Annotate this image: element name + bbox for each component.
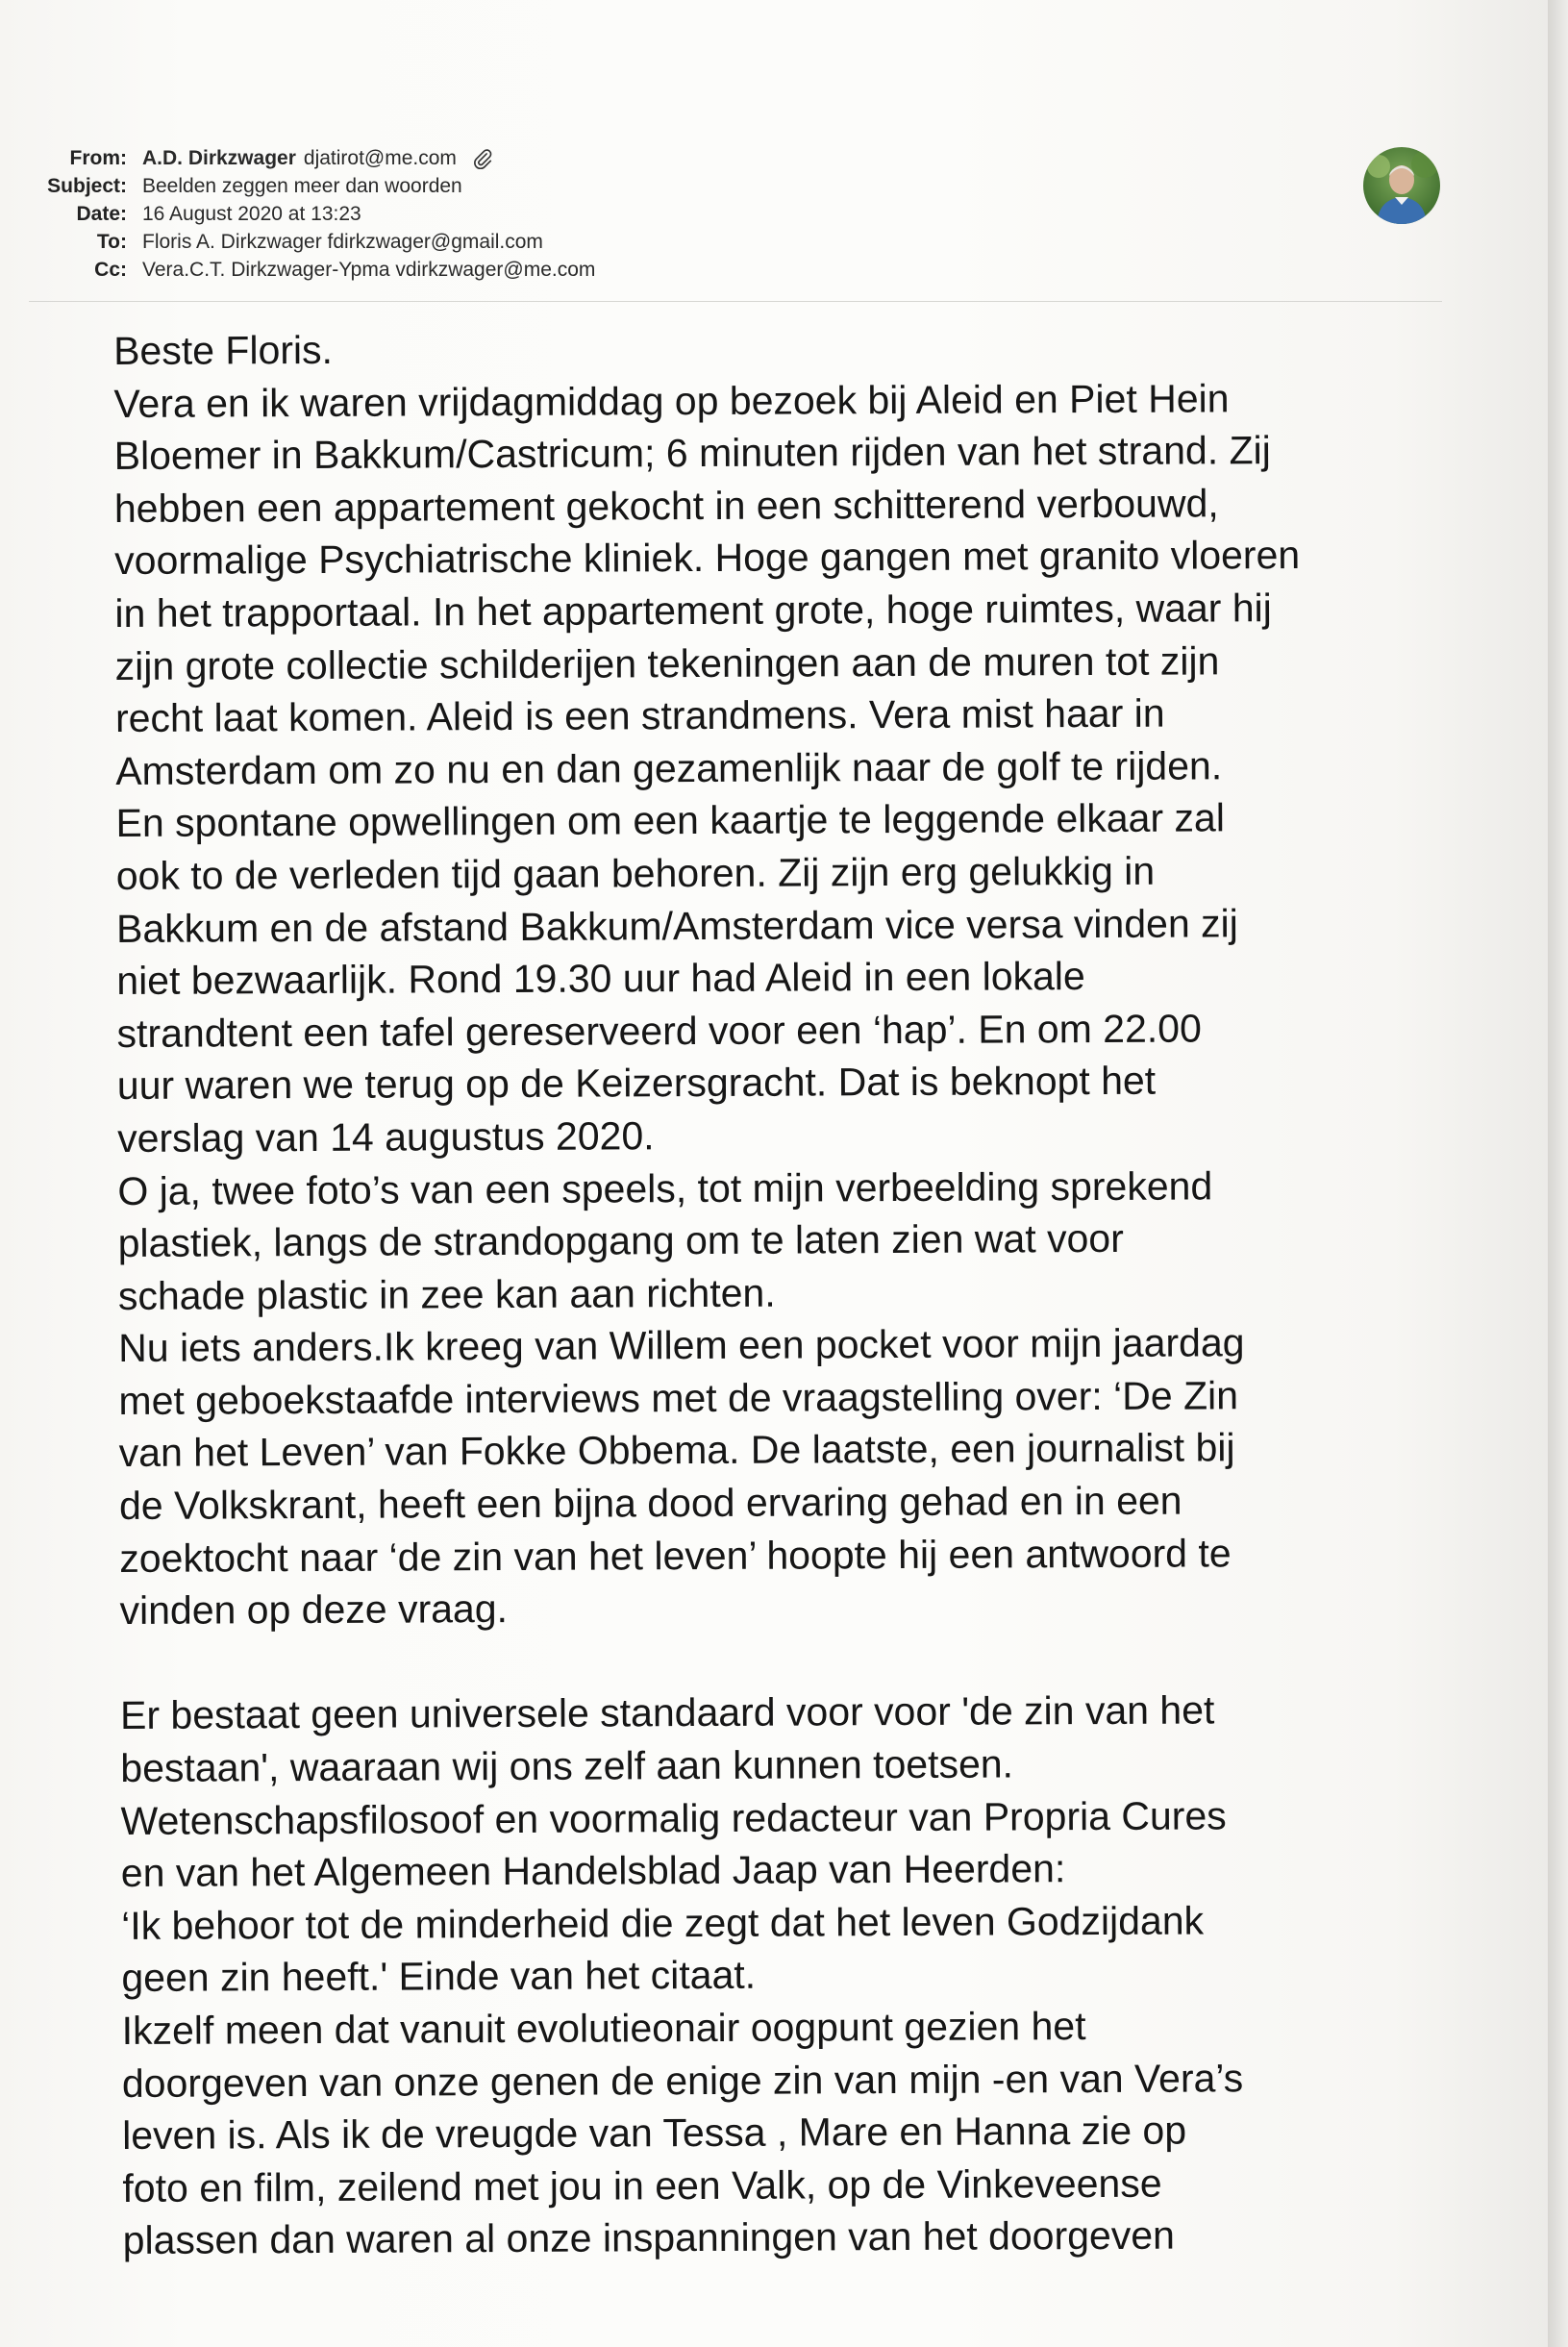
body-line: ook to de verleden tijd gaan behoren. Zij zijn erg gelukkig in [115,848,1156,898]
body-line: foto en film, zeilend met jou in een Valk, op de Vinkeveense [122,2160,1162,2210]
body-line: voormalige Psychiatrische kliniek. Hoge gangen met granito vloeren [114,533,1301,584]
body-line: van het Leven’ van Fokke Obbema. De laatste, een journalist bij [118,1425,1235,1476]
body-line: in het trapportaal. In het appartement grote, hoge ruimtes, waar hij [114,586,1272,636]
body-line: Er bestaat geen universele standaard voor voor 'de zin van het [119,1687,1215,1738]
body-line: zoektocht naar ‘de zin van het leven’ hoopte hij een antwoord te [119,1530,1232,1581]
cc-label: Cc: [94,259,127,281]
cc-row [29,256,1452,284]
body-line: hebben een appartement gekocht in een schitterend verbouwd, [113,481,1219,531]
cc-value: Vera.C.T. Dirkzwager-Ypma vdirkzwager@me.com [142,259,596,281]
body-line: Nu iets anders.Ik kreeg van Willem een pocket voor mijn jaardag [118,1320,1245,1371]
email-header [29,144,1452,284]
avatar [1363,147,1440,224]
body-line: En spontane opwellingen om een kaartje te leggende elkaar zal [115,795,1225,846]
avatar-photo-icon [1363,147,1440,224]
body-line: de Volkskrant, heeft een bijna dood ervaring gehad en in een [118,1478,1182,1529]
body-line: doorgeven van onze genen de enige zin van mijn -en van Vera’s [121,2055,1244,2106]
body-line: recht laat komen. Aleid is een strandmens. Vera mist haar in [114,690,1165,741]
body-line: zijn grote collectie schilderijen tekeningen aan de muren tot zijn [114,637,1220,688]
date-label: Date: [76,203,127,225]
body-line: uur waren we terug op de Keizersgracht. Dat is beknopt het [116,1059,1157,1109]
body-line: Ikzelf meen dat vanuit evolutieonair oogpunt gezien het [121,2004,1086,2053]
body-line: en van het Algemeen Handelsblad Jaap van Heerden: [120,1846,1066,1896]
paperclip-icon [472,148,493,169]
body-line: Beste Floris. [113,327,334,373]
body-line: schade plastic in zee kan aan richten. [117,1270,776,1318]
page-edge [1548,0,1568,2347]
subject-label: Subject: [47,175,127,197]
subject-row [29,172,1452,200]
body-line: ‘Ik behoor tot de minderheid die zegt dat het leven Godzijdank [121,1898,1205,1948]
body-line: strandtent een tafel gereserveerd voor een ‘hap’. En om 22.00 [116,1006,1202,1056]
email-body [113,318,1450,2267]
body-line: O ja, twee foto’s van een speels, tot mijn verbeelding sprekend [117,1162,1213,1213]
sender-email: djatirot@me.com [303,147,457,169]
body-line: met geboekstaafde interviews met de vraagstelling over: ‘De Zin [118,1373,1239,1423]
body-line: verslag van 14 augustus 2020. [117,1113,655,1161]
to-label: To: [96,231,127,253]
body-line: Bakkum en de afstand Bakkum/Amsterdam vice versa vinden zij [115,900,1238,951]
body-line: Vera en ik waren vrijdagmiddag op bezoek bij Aleid en Piet Hein [113,375,1230,426]
from-row [29,144,1452,172]
body-line: plastiek, langs de strandopgang om te laten zien wat voor [117,1215,1124,1266]
to-value: Floris A. Dirkzwager fdirkzwager@gmail.com [142,231,543,253]
body-line: vinden op deze vraag. [119,1586,509,1634]
body-line: leven is. Als ik de vreugde van Tessa , Mare en Hanna zie op [122,2108,1187,2159]
from-label: From: [69,147,127,169]
subject-value: Beelden zeggen meer dan woorden [142,175,462,197]
body-line: Amsterdam om zo nu en dan gezamenlijk naar de golf te rijden. [115,743,1223,793]
date-value: 16 August 2020 at 13:23 [142,203,361,225]
paragraph-gap [120,1631,1447,1689]
header-divider [29,301,1442,302]
body-line: Bloemer in Bakkum/Castricum; 6 minuten rijden van het strand. Zij [113,428,1271,479]
body-line: Wetenschapsfilosoof en voormalig redacteur van Propria Cures [120,1792,1227,1843]
sender-name: A.D. Dirkzwager [142,147,296,169]
date-row [29,200,1452,228]
body-line: geen zin heeft.' Einde van het citaat. [121,1953,757,2001]
to-row [29,228,1452,256]
body-line: bestaan', waaraan wij ons zelf aan kunnen toetsen. [120,1741,1014,1791]
body-line: plassen dan waren al onze inspanningen van het doorgeven [122,2213,1175,2263]
body-line: niet bezwaarlijk. Rond 19.30 uur had Aleid in een lokale [116,954,1085,1004]
